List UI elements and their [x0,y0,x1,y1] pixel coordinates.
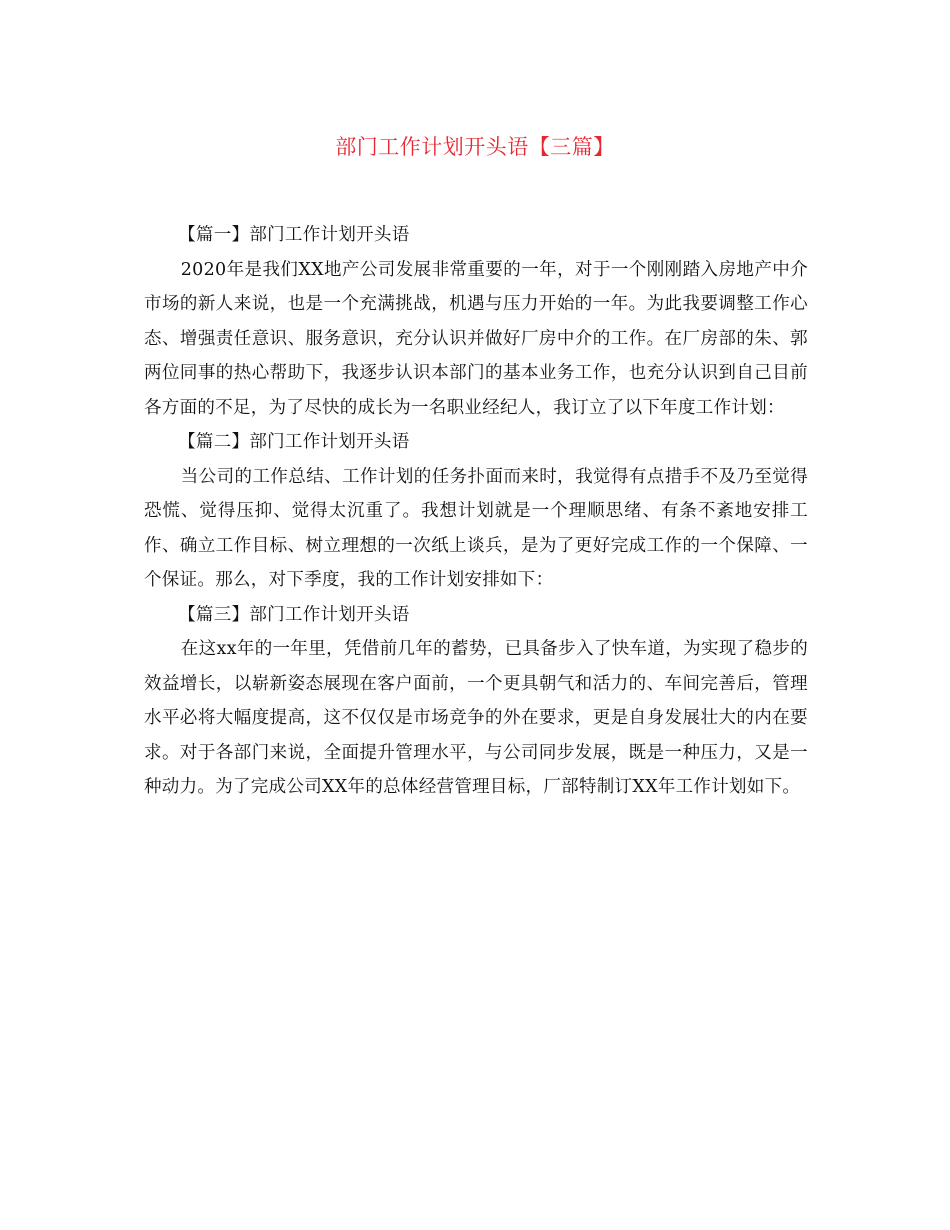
section-1-paragraph: 2020年是我们XX地产公司发展非常重要的一年，对于一个刚刚踏入房地产中介市场的新人来说，也是一个充满挑战，机遇与压力开始的一年。为此我要调整工作心态、增强责任意识、服务意识，充分认识并做好厂房中介的工作。在厂房部的朱、郭两位同事的热心帮助下，我逐步认识本部门的基本业务工作，也充分认识到自己目前各方面的不足，为了尽快的成长为一名职业经纪人，我订立了以下年度工作计划： [144,259,808,418]
section-2-paragraph: 当公司的工作总结、工作计划的任务扑面而来时，我觉得有点措手不及乃至觉得恐慌、觉得压抑、觉得太沉重了。我想计划就是一个理顺思绪、有条不紊地安排工作、确立工作目标、树立理想的一次纸上谈兵，是为了更好完成工作的一个保障、一个保证。那么，对下季度，我的工作计划安排如下： [144,466,808,590]
section-2-heading: 【篇二】部门工作计划开头语 [178,432,410,452]
section-1-heading: 【篇一】部门工作计划开头语 [178,225,410,245]
document-body [144,218,808,805]
section-3-paragraph: 在这xx年的一年里，凭借前几年的蓄势，已具备步入了快车道，为实现了稳步的效益增长，以崭新姿态展现在客户面前，一个更具朝气和活力的、车间完善后，管理水平必将大幅度提高，这不仅仅是市场竞争的外在要求，更是自身发展壮大的内在要求。对于各部门来说，全面提升管理水平，与公司同步发展，既是一种压力，又是一种动力。为了完成公司XX年的总体经营管理目标，厂部特制订XX年工作计划如下。 [144,639,808,797]
section-3-heading: 【篇三】部门工作计划开头语 [178,604,410,625]
document-title: 部门工作计划开头语【三篇】 [335,135,615,159]
